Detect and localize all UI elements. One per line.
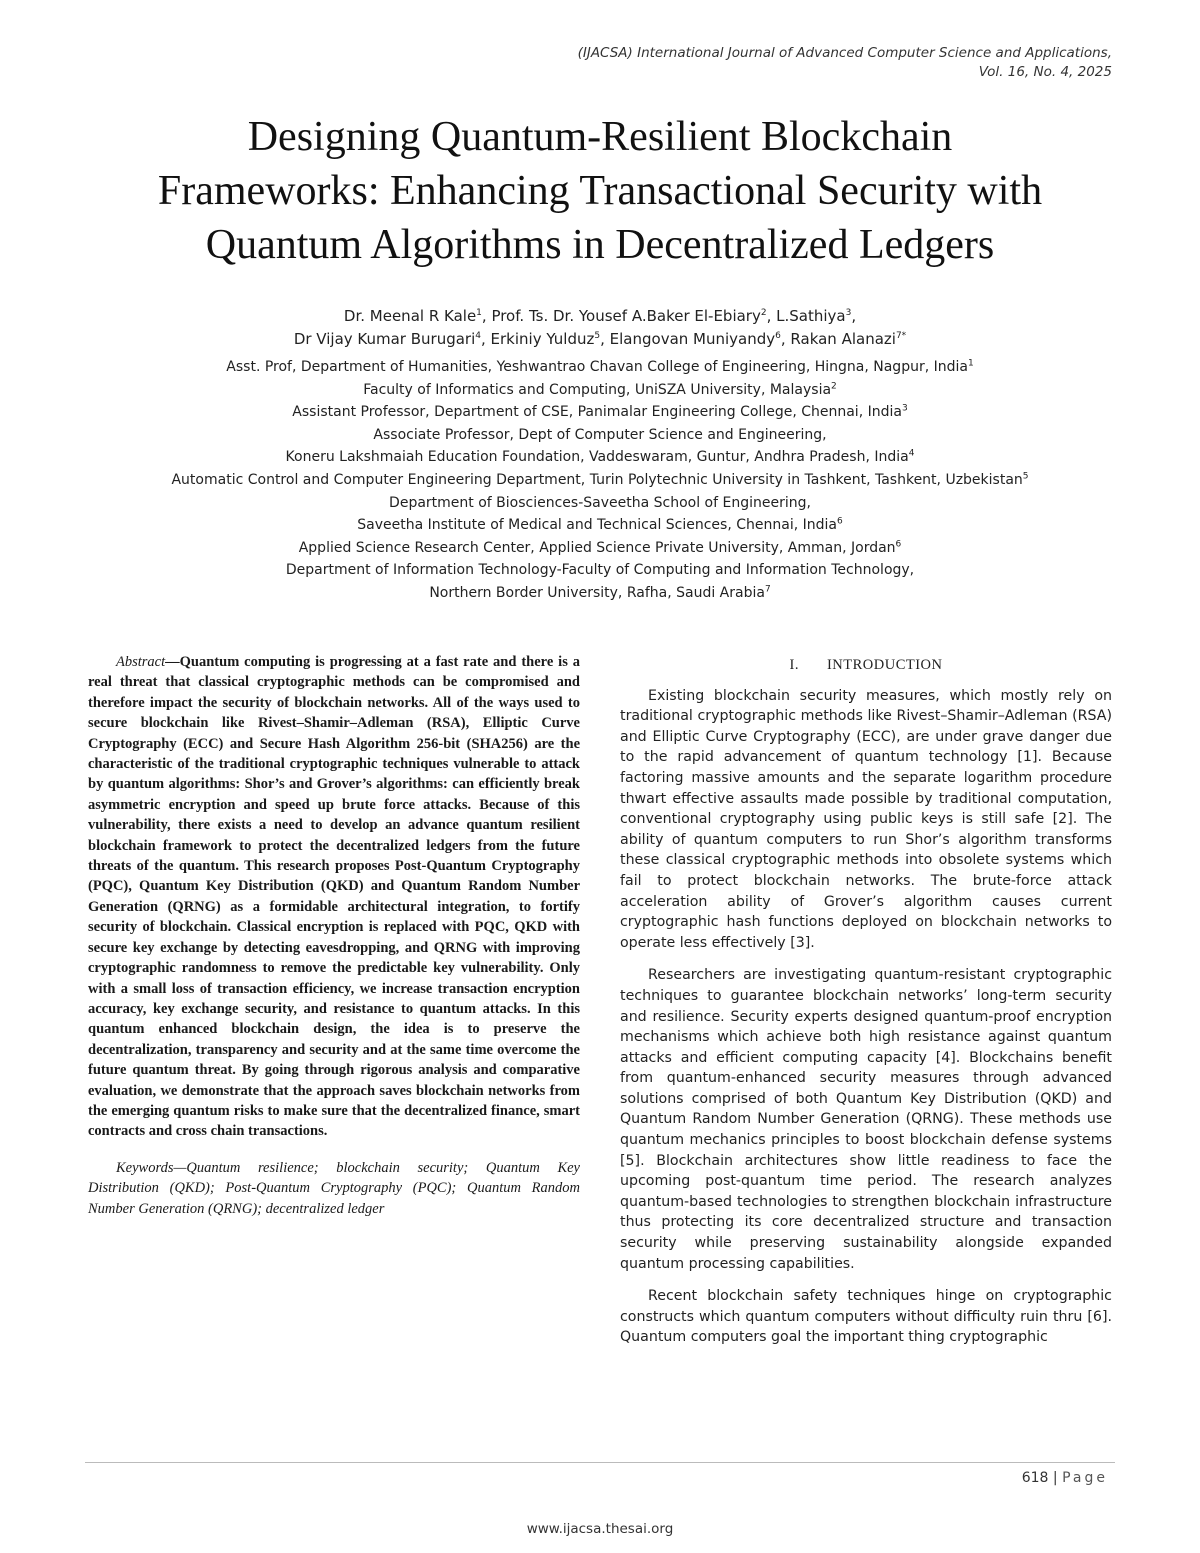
intro-paragraph-2: Researchers are investigating quantum-resistant cryptographic techniques to guarantee blockchain networks’ long-term security and resilience. Security experts designed quantum-proof encryption mechanisms which achieve both high resistance against quantum attacks and efficient computing capacity [4]. Blockchains benefit from quantum-enhanced security measures through advanced solutions comprised of both Quantum Key Distribution (QKD) and Quantum Random Number Generation (QRNG). These methods use quantum mechanics principles to boost blockchain defense systems [5]. Blockchain architectures show little readiness to face the upcoming post-quantum time period. The research analyzes quantum-based technologies to strengthen blockchain infrastructure thus protecting its core decentralized structure and transaction security while preserving sustainability alongside expanded quantum processing capabilities.	[620, 967, 1112, 1272]
affiliation-line	[60, 401, 1140, 424]
author-affil-mark: 7*	[895, 331, 907, 341]
affiliation-line	[60, 514, 1140, 537]
affiliation-line	[60, 356, 1140, 379]
affiliation-line	[60, 469, 1140, 492]
title-line-1: Designing Quantum-Resilient Blockchain	[247, 114, 953, 160]
author-name: Dr. Meenal R Kale	[343, 307, 477, 325]
page-word: Page	[1062, 1470, 1108, 1486]
journal-volume: Vol. 16, No. 4, 2025	[978, 64, 1112, 80]
author-name: , L.Sathiya	[766, 307, 846, 325]
affiliation-list	[60, 356, 1140, 605]
affiliation-text: Department of Biosciences-Saveetha School of Engineering,	[389, 494, 811, 511]
journal-name: (IJACSA) International Journal of Advanced Computer Science and Applications,	[577, 45, 1112, 61]
affiliation-mark: 1	[967, 358, 974, 369]
affiliation-line	[60, 424, 1140, 447]
author-separator: ,	[851, 307, 857, 325]
paper-title	[60, 110, 1140, 272]
affiliation-mark: 4	[908, 448, 915, 459]
right-column	[620, 655, 1112, 1360]
affiliation-line	[60, 582, 1140, 605]
affiliation-text: Associate Professor, Dept of Computer Science and Engineering,	[373, 426, 827, 443]
affiliation-mark: 5	[1022, 471, 1029, 482]
page-separator: |	[1052, 1470, 1058, 1486]
affiliation-line	[60, 446, 1140, 469]
affiliation-line	[60, 559, 1140, 582]
keywords: Keywords—Quantum resilience; blockchain security; Quantum Key Distribution (QKD); Post-Quantum Cryptography (PQC); Quantum Random Number Generation (QRNG); decentralized ledger	[88, 1159, 580, 1217]
author-line-2	[60, 328, 1140, 351]
affiliation-text: Northern Border University, Rafha, Saudi Arabia	[429, 584, 765, 601]
abstract-text: —Quantum computing is progressing at a fast rate and there is a real threat that classical cryptographic methods can be compromised and therefore impact the security of blockchain networks. All of the ways used to secure blockchain like Rivest–Shamir–Adleman (RSA), Elliptic Curve Cryptography (ECC) and Secure Hash Algorithm 256-bit (SHA256) are the characteristic of the traditional cryptographic techniques vulnerable to attack by quantum algorithms: Shor’s and Grover’s algorithms: can efficiently break asymmetric encryption and speed up brute force attacks. Because of this vulnerability, there exists a need to develop an advance quantum resilient blockchain framework to protect the decentralized ledgers from the future threats of the quantum. This research proposes Post-Quantum Cryptography (PQC), Quantum Key Distribution (QKD) and Quantum Random Number Generation (QRNG) as a formidable architectural integration, to fortify security of blockchain. Classical encryption is replaced with PQC, QKD with secure key exchange by detecting eavesdropping, and QRNG with improving cryptographic randomness to remove the predictable key vulnerability. Only with a small loss of transaction efficiency, we increase transaction encryption accuracy, key exchange security, and resistance to quantum attacks. In this quantum enhanced blockchain design, the idea is to preserve the decentralization, transparency and security and at the same time overcome the future quantum threat. By going through rigorous analysis and comparative evaluation, we demonstrate that the approach saves blockchain networks from the emerging quantum risks to make sure that the decentralized finance, smart contracts and cross chain transactions.	[88, 654, 580, 1140]
affiliation-mark: 6	[836, 516, 843, 527]
section-heading	[620, 655, 1112, 676]
author-name: , Prof. Ts. Dr. Yousef A.Baker El-Ebiary	[481, 307, 761, 325]
intro-paragraph-1: Existing blockchain security measures, which mostly rely on traditional cryptographic methods like Rivest–Shamir–Adleman (RSA) and Elliptic Curve Cryptography (ECC), are under grave danger due to the rapid advancement of quantum technology [1]. Because factoring massive amounts and the separate logarithm procedure thwart effective assaults made possible by traditional computation, conventional cryptography using public keys is still safe [2]. The ability of quantum computers to run Shor’s algorithm transforms these classical cryptographic methods into obsolete systems which fail to protect blockchain networks. The brute-force attack acceleration ability of Grover’s algorithm causes current cryptographic hash functions deployed on blockchain networks to operate less effectively [3].	[620, 687, 1112, 951]
left-column	[88, 652, 580, 1219]
affiliation-text: Faculty of Informatics and Computing, UniSZA University, Malaysia	[363, 381, 832, 398]
affiliation-text: Saveetha Institute of Medical and Technical Sciences, Chennai, India	[357, 517, 837, 534]
journal-header	[578, 44, 1112, 82]
author-affil-mark: 2	[760, 308, 767, 318]
affiliation-text: Koneru Lakshmaiah Education Foundation, Vaddeswaram, Guntur, Andhra Pradesh, India	[285, 449, 909, 466]
author-affil-mark: 1	[476, 308, 482, 318]
affiliation-mark: 7	[764, 584, 771, 595]
abstract	[88, 652, 580, 1142]
author-affil-mark: 6	[775, 331, 781, 341]
affiliation-line	[60, 537, 1140, 560]
section-number: I.	[789, 657, 799, 673]
author-name: , Elangovan Muniyandy	[600, 330, 776, 348]
journal-website: www.ijacsa.thesai.org	[526, 1521, 674, 1537]
affiliation-text: Department of Information Technology-Faculty of Computing and Information Technology,	[285, 562, 915, 579]
abstract-label: Abstract	[116, 654, 166, 670]
author-list	[60, 305, 1140, 351]
affiliation-text: Automatic Control and Computer Engineering Department, Turin Polytechnic University in Tashkent, Tashkent, Uzbekistan	[171, 471, 1023, 488]
section-title: INTRODUCTION	[826, 657, 943, 673]
affiliation-line	[60, 379, 1140, 402]
affiliation-mark: 6	[895, 539, 902, 550]
page-number-value: 618	[1021, 1470, 1049, 1486]
title-line-2: Frameworks: Enhancing Transactional Security with	[157, 168, 1043, 214]
intro-paragraph-3: Recent blockchain safety techniques hinge on cryptographic constructs which quantum computers without difficulty ruin thru [6]. Quantum computers goal the important thing cryptographic	[620, 1288, 1112, 1346]
affiliation-text: Applied Science Research Center, Applied Science Private University, Amman, Jordan	[298, 539, 896, 556]
affiliation-line	[60, 492, 1140, 515]
author-affil-mark: 5	[594, 331, 601, 341]
author-line-1	[60, 305, 1140, 328]
author-name: , Erkiniy Yulduz	[481, 330, 595, 348]
author-affil-mark: 4	[475, 331, 481, 341]
affiliation-mark: 2	[831, 380, 837, 391]
title-line-3: Quantum Algorithms in Decentralized Ledgers	[205, 222, 995, 268]
author-affil-mark: 3	[845, 308, 852, 318]
affiliation-text: Asst. Prof, Department of Humanities, Yeshwantrao Chavan College of Engineering, Hingna, Nagpur, India	[226, 359, 968, 375]
page-number	[1022, 1470, 1108, 1486]
author-name: , Rakan Alanazi	[780, 330, 896, 348]
affiliation-text: Assistant Professor, Department of CSE, Panimalar Engineering College, Chennai, India	[292, 404, 902, 421]
affiliation-mark: 3	[901, 403, 908, 414]
footer-divider	[85, 1462, 1115, 1463]
author-name: Dr Vijay Kumar Burugari	[293, 330, 476, 348]
